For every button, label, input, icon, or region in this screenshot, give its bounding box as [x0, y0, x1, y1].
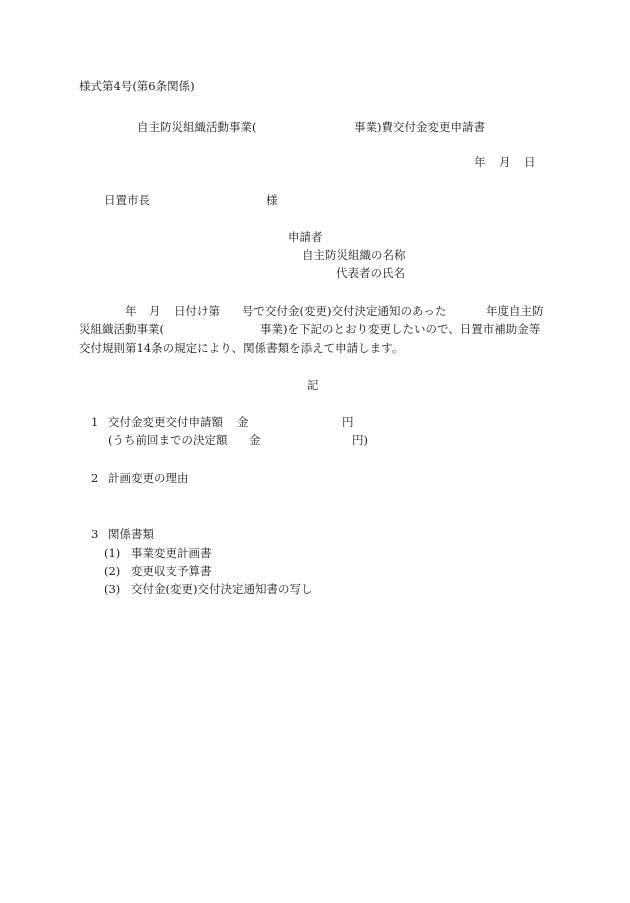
body-day: 日付け第: [174, 304, 220, 318]
item2-number: 2: [91, 471, 99, 485]
body-month: 月: [149, 304, 161, 318]
doc-1-number: (1): [104, 546, 121, 560]
doc-2-text: 変更収支予算書: [131, 564, 212, 578]
date-month: 月: [499, 155, 511, 169]
item1-sub-suffix: 円): [352, 433, 368, 447]
item1-label: 交付金変更交付申請額: [108, 415, 223, 429]
body-year: 年: [125, 304, 137, 318]
item1-sub-kin: 金: [249, 433, 261, 447]
body-line3: 交付規則第14条の規定により、関係書類を添えて申請します。: [79, 341, 404, 355]
form-number: 様式第4号(第6条関係): [79, 79, 195, 93]
date-day: 日: [524, 155, 536, 169]
doc-3-text: 交付金(変更)交付決定通知書の写し: [131, 582, 313, 596]
item1-kin: 金: [237, 415, 249, 429]
item3-number: 3: [91, 527, 99, 541]
addressee-honorific: 様: [266, 193, 278, 207]
doc-2-number: (2): [104, 564, 121, 578]
item1-sub-prefix: (うち前回までの決定額: [108, 433, 228, 447]
doc-1-text: 事業変更計画書: [131, 546, 212, 560]
title-prefix: 自主防災組織活動事業(: [137, 120, 257, 134]
item2-label: 計画変更の理由: [108, 471, 189, 485]
body-line2-prefix: 災組織活動事業(: [79, 322, 164, 336]
item1-yen: 円: [342, 415, 354, 429]
addressee-name: 日置市長: [104, 193, 150, 207]
applicant-label: 申請者: [288, 230, 323, 244]
ki-heading: 記: [307, 378, 319, 392]
title-suffix: 事業)費交付金変更申請書: [354, 120, 485, 134]
doc-3-number: (3): [104, 582, 121, 596]
item1-number: 1: [91, 415, 99, 429]
applicant-org-name-label: 自主防災組織の名称: [302, 248, 406, 262]
body-line2-suffix: 事業)を下記のとおり変更したいので、日置市補助金等: [260, 322, 541, 336]
body-number: 号で交付金(変更)交付決定通知のあった: [242, 304, 447, 318]
item3-label: 関係書類: [108, 527, 154, 541]
date-year: 年: [474, 155, 486, 169]
body-fiscal-year: 年度自主防: [486, 304, 544, 318]
applicant-representative-label: 代表者の氏名: [336, 266, 405, 280]
